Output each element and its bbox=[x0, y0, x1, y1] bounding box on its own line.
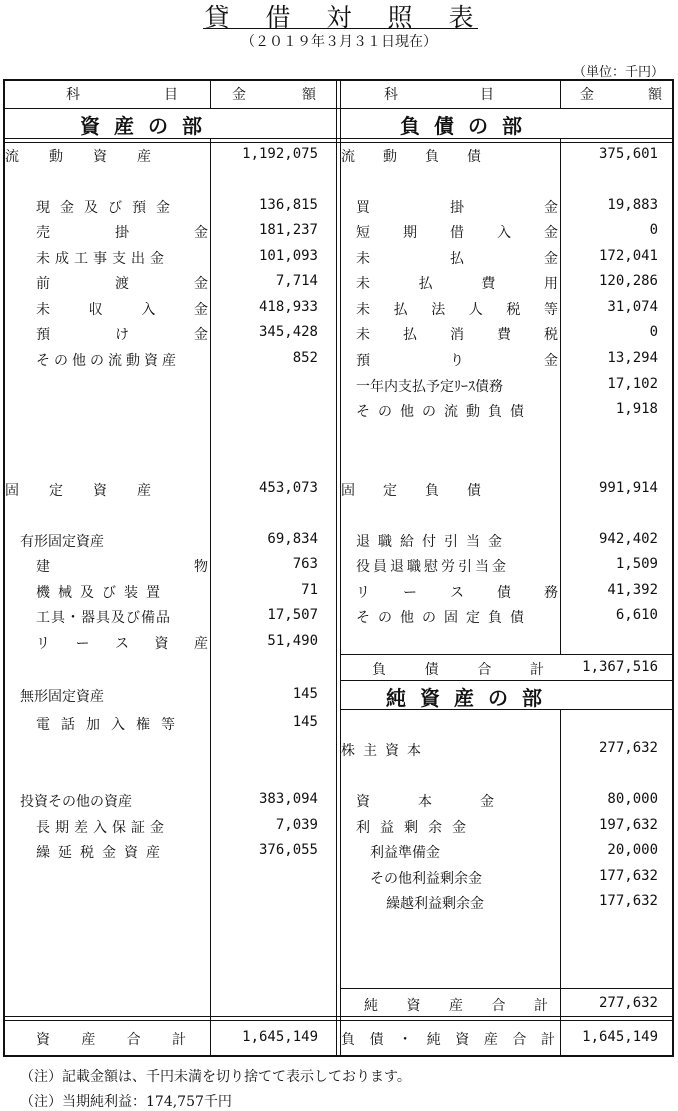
asset-value: 51,490 bbox=[267, 633, 318, 649]
section-assets: 資産の部 bbox=[80, 114, 216, 138]
net-asset-label: 株主資本 bbox=[341, 743, 429, 759]
asset-value: 418,933 bbox=[258, 299, 318, 315]
asset-value: 7,714 bbox=[275, 273, 318, 289]
liability-label: リ ー ス 債 務 bbox=[356, 585, 558, 601]
net-asset-value: 80,000 bbox=[607, 791, 658, 807]
section-net-assets: 純資産の部 bbox=[386, 686, 556, 710]
title-underline bbox=[203, 28, 478, 29]
asset-label: 固定資産 bbox=[5, 483, 181, 499]
liability-value: 17,102 bbox=[607, 376, 658, 392]
net-asset-label: その他利益剰余金 bbox=[370, 871, 482, 887]
asset-value: 376,055 bbox=[258, 842, 318, 858]
net-asset-label: 利益準備金 bbox=[370, 845, 440, 861]
unit-label: （単位：千円） bbox=[572, 65, 664, 80]
liability-value: 942,402 bbox=[598, 531, 658, 547]
liability-label: 役員退職慰労引当金 bbox=[356, 559, 509, 575]
header-kamoku-right: 科 目 bbox=[384, 87, 494, 103]
net-asset-label: 繰越利益剰余金 bbox=[386, 896, 484, 912]
asset-label: 投資その他の資産 bbox=[20, 794, 132, 810]
liability-label: 固定負債 bbox=[341, 483, 509, 499]
liability-value: 1,509 bbox=[615, 556, 658, 572]
liability-total-label: 負 債 合 計 bbox=[372, 662, 544, 678]
liability-value: 0 bbox=[649, 324, 658, 340]
asset-label: 有形固定資産 bbox=[20, 534, 104, 550]
liability-label: 一年内支払予定ﾘｰｽ債務 bbox=[356, 379, 503, 395]
liab-net-total-label: 負 債 ・ 純 資 産 合 計 bbox=[341, 1032, 555, 1048]
asset-label: 建 物 bbox=[36, 559, 208, 575]
asset-value: 145 bbox=[292, 714, 318, 730]
liability-value: 19,883 bbox=[607, 197, 658, 213]
asset-value: 345,428 bbox=[258, 324, 318, 340]
liability-label: 未 払 消 費 税 bbox=[356, 327, 558, 343]
asset-value: 453,073 bbox=[258, 480, 318, 496]
liability-total-value: 1,367,516 bbox=[582, 659, 658, 675]
asset-value: 181,237 bbox=[258, 222, 318, 238]
liability-value: 1,918 bbox=[615, 401, 658, 417]
net-asset-value: 177,632 bbox=[598, 868, 658, 884]
asset-value: 69,834 bbox=[267, 531, 318, 547]
net-asset-label: 利益剰余金 bbox=[356, 820, 476, 836]
liability-value: 0 bbox=[649, 222, 658, 238]
liability-value: 13,294 bbox=[607, 350, 658, 366]
asset-value: 852 bbox=[292, 350, 318, 366]
asset-value: 17,507 bbox=[267, 607, 318, 623]
note-net-income: （注）当期純利益：174,757千円 bbox=[20, 1094, 232, 1110]
document-title: 貸借対照表 bbox=[204, 3, 510, 32]
asset-label: 長期差入保証金 bbox=[36, 820, 169, 836]
section-liabilities: 負債の部 bbox=[400, 114, 536, 138]
asset-value: 101,093 bbox=[258, 248, 318, 264]
net-asset-total-value: 277,632 bbox=[598, 995, 658, 1011]
liability-value: 6,610 bbox=[615, 607, 658, 623]
net-asset-value: 177,632 bbox=[598, 893, 658, 909]
liability-label: その他の固定負債 bbox=[356, 610, 532, 626]
liability-label: 短 期 借 入 金 bbox=[356, 225, 558, 241]
asset-label: 機械及び装置 bbox=[36, 585, 168, 601]
liability-label: 買 掛 金 bbox=[356, 200, 558, 216]
net-asset-value: 277,632 bbox=[598, 740, 658, 756]
liability-label: 未 払 金 bbox=[356, 251, 558, 267]
asset-label: 流動資産 bbox=[5, 149, 181, 165]
asset-value: 1,192,075 bbox=[242, 146, 318, 162]
asset-value: 136,815 bbox=[258, 197, 318, 213]
asset-label: 工具・器具及び備品 bbox=[36, 610, 171, 626]
as-of-date: （２０１９年３月３１日現在） bbox=[241, 34, 437, 50]
liability-value: 375,601 bbox=[598, 146, 658, 162]
asset-label: 預 け 金 bbox=[36, 327, 208, 343]
asset-value: 145 bbox=[292, 686, 318, 702]
liability-label: 退職給付引当金 bbox=[356, 534, 510, 550]
liability-value: 31,074 bbox=[607, 299, 658, 315]
asset-label: 売 掛 金 bbox=[36, 225, 208, 241]
assets-total-label: 資 産 合 計 bbox=[36, 1032, 186, 1048]
liability-label: 未 払 費 用 bbox=[356, 276, 558, 292]
liability-label: 未 払 法 人 税 等 bbox=[356, 302, 558, 318]
liability-label: その他の流動負債 bbox=[356, 404, 532, 420]
asset-label: 無形固定資産 bbox=[20, 689, 104, 705]
asset-label: 電話加入権等 bbox=[36, 717, 186, 733]
liab-net-total-value: 1,645,149 bbox=[582, 1029, 658, 1045]
asset-label: 前 渡 金 bbox=[36, 276, 208, 292]
asset-value: 7,039 bbox=[275, 817, 318, 833]
asset-label: 繰延税金資産 bbox=[36, 845, 168, 861]
asset-label: 未 収 入 金 bbox=[36, 302, 208, 318]
liability-value: 172,041 bbox=[598, 248, 658, 264]
net-asset-label: 資 本 金 bbox=[356, 794, 494, 810]
liability-value: 41,392 bbox=[607, 582, 658, 598]
liability-value: 991,914 bbox=[598, 480, 658, 496]
net-asset-value: 20,000 bbox=[607, 842, 658, 858]
asset-label: 未成工事支出金 bbox=[36, 251, 169, 267]
header-kamoku-left: 科 目 bbox=[66, 87, 178, 103]
header-kingaku-left: 金 額 bbox=[232, 87, 316, 103]
liability-label: 流動負債 bbox=[341, 149, 509, 165]
asset-label: その他の流動資産 bbox=[36, 353, 180, 369]
net-asset-value: 197,632 bbox=[598, 817, 658, 833]
note-rounding: （注）記載金額は、千円未満を切り捨てて表示しております。 bbox=[20, 1069, 411, 1085]
assets-total-value: 1,645,149 bbox=[242, 1029, 318, 1045]
asset-value: 71 bbox=[301, 582, 318, 598]
liability-label: 預 り 金 bbox=[356, 353, 558, 369]
liability-value: 120,286 bbox=[598, 273, 658, 289]
header-kingaku-right: 金 額 bbox=[580, 87, 662, 103]
asset-label: リ ー ス 資 産 bbox=[36, 636, 208, 652]
asset-label: 現金及び預金 bbox=[36, 200, 180, 216]
asset-value: 383,094 bbox=[258, 791, 318, 807]
net-asset-total-label: 純 資 産 合 計 bbox=[364, 998, 548, 1014]
asset-value: 763 bbox=[292, 556, 318, 572]
